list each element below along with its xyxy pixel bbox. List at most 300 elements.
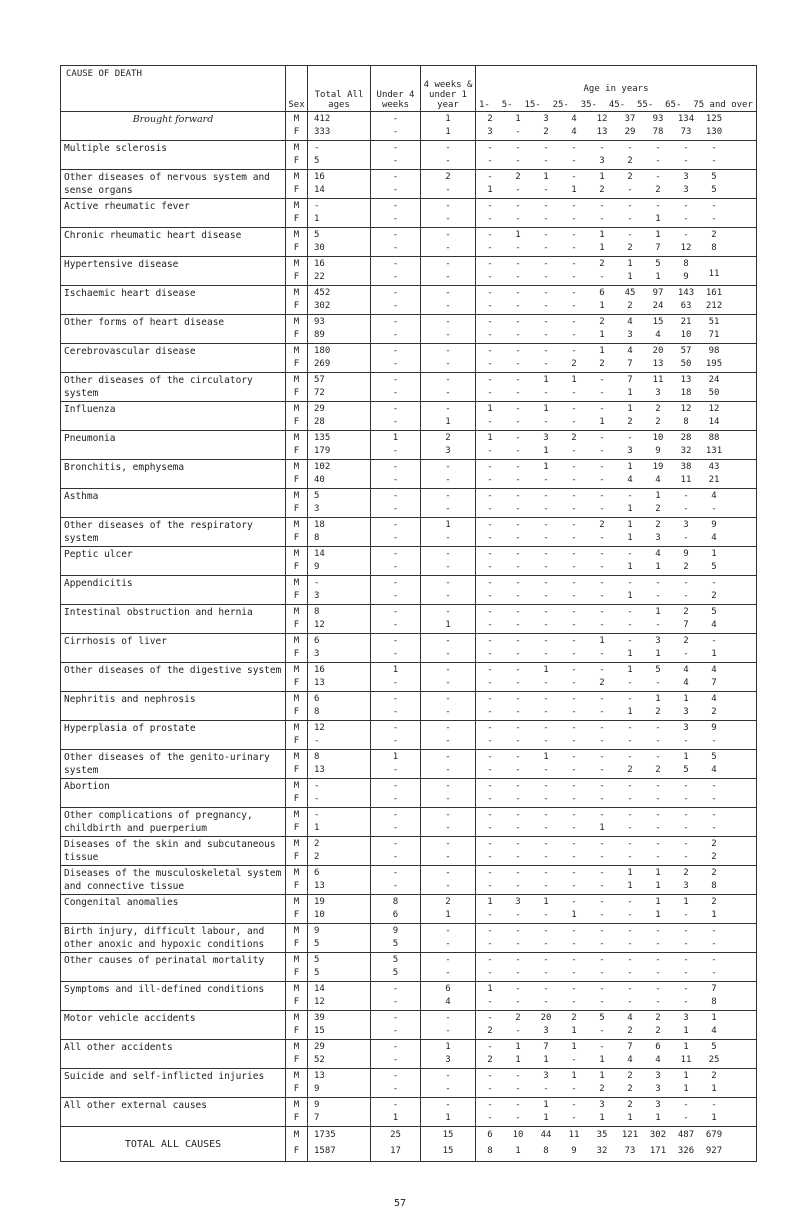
value-stack bbox=[308, 460, 370, 486]
age-value-stack bbox=[700, 692, 728, 718]
sex-stack bbox=[286, 1069, 307, 1095]
value-stack bbox=[308, 170, 370, 196]
male-value: 3 bbox=[683, 1012, 689, 1023]
female-value: - bbox=[599, 764, 605, 775]
age-value-stack bbox=[532, 460, 560, 486]
age-value-stack bbox=[476, 228, 504, 254]
value-stack bbox=[421, 808, 475, 834]
female-value: - bbox=[683, 735, 689, 746]
age-value-stack bbox=[532, 808, 560, 834]
female-value: - bbox=[515, 735, 521, 746]
male-value: - bbox=[543, 142, 549, 153]
age-value-stack bbox=[616, 953, 644, 979]
male-value: - bbox=[571, 606, 577, 617]
male-value: 21 bbox=[680, 316, 692, 327]
female-value: - bbox=[571, 561, 577, 572]
male-value: 1 bbox=[683, 1070, 689, 1081]
female-value: 2 bbox=[627, 1025, 633, 1036]
male-value: - bbox=[487, 838, 493, 849]
age-values-grid bbox=[476, 141, 756, 167]
female-value: 2 bbox=[599, 677, 605, 688]
male-value: - bbox=[711, 780, 717, 791]
table-row bbox=[61, 170, 757, 199]
age-value-stack bbox=[532, 982, 560, 1008]
age-values-grid bbox=[476, 112, 756, 138]
female-value: - bbox=[515, 996, 521, 1007]
female-value: 2 bbox=[683, 561, 689, 572]
male-value: 1 bbox=[392, 664, 399, 675]
age-value-stack bbox=[644, 460, 672, 486]
age-values-cell bbox=[476, 808, 757, 837]
table-row bbox=[61, 1011, 757, 1040]
value-cell bbox=[308, 518, 371, 547]
age-values-cell bbox=[476, 779, 757, 808]
female-value: 12 bbox=[680, 242, 692, 253]
age-value-stack bbox=[700, 1011, 728, 1037]
male-value: 1 bbox=[683, 751, 689, 762]
sex-stack bbox=[286, 402, 307, 428]
female-value: - bbox=[571, 213, 577, 224]
age-values-cell bbox=[476, 489, 757, 518]
male-value: 1 bbox=[445, 519, 451, 530]
male-value: - bbox=[487, 722, 493, 733]
male-value: - bbox=[487, 1012, 493, 1023]
value-cell bbox=[371, 1011, 421, 1040]
male-value: 1 bbox=[543, 1099, 549, 1110]
age-value-stack bbox=[588, 924, 616, 950]
male-value: 15 bbox=[442, 1130, 454, 1140]
male-value: 134 bbox=[677, 113, 695, 124]
value-stack bbox=[421, 112, 475, 138]
age-value-stack bbox=[588, 663, 616, 689]
female-value: - bbox=[711, 503, 717, 514]
sex-stack bbox=[286, 1098, 307, 1124]
male-value: - bbox=[392, 519, 399, 530]
female-value: 3 bbox=[445, 445, 451, 456]
male-value: - bbox=[515, 142, 521, 153]
male-value: 45 bbox=[624, 287, 636, 298]
female-value: - bbox=[392, 735, 399, 746]
male-value: - bbox=[655, 722, 661, 733]
male-value: 102 bbox=[314, 461, 331, 472]
age-value-stack bbox=[588, 373, 616, 399]
age-value-stack bbox=[588, 953, 616, 979]
value-cell bbox=[371, 286, 421, 315]
age-values-grid bbox=[476, 373, 756, 399]
age-value-stack bbox=[588, 779, 616, 805]
male-value: 135 bbox=[314, 432, 331, 443]
female-value: - bbox=[487, 764, 493, 775]
cause-label: Nephritis and nephrosis bbox=[61, 692, 286, 721]
male-value: 51 bbox=[708, 316, 720, 327]
value-stack bbox=[371, 692, 420, 718]
cause-label: Bronchitis, emphysema bbox=[61, 460, 286, 489]
male-value: 8 bbox=[392, 896, 399, 907]
value-cell bbox=[371, 576, 421, 605]
value-stack bbox=[421, 518, 475, 544]
age-value-stack bbox=[560, 634, 588, 660]
female-value: - bbox=[445, 532, 451, 543]
female-value: - bbox=[487, 1083, 493, 1094]
age-value-stack bbox=[504, 721, 532, 747]
male-value: 10 bbox=[652, 432, 664, 443]
female-value: - bbox=[487, 967, 493, 978]
age-value-stack bbox=[504, 141, 532, 167]
value-cell bbox=[421, 808, 476, 837]
age-values-grid bbox=[476, 779, 756, 805]
age-value-stack bbox=[672, 1127, 700, 1159]
age-values-grid bbox=[476, 460, 756, 486]
value-cell bbox=[371, 228, 421, 257]
sex-cell bbox=[286, 315, 308, 344]
female-value: - bbox=[571, 271, 577, 282]
cause-label: Brought forward bbox=[61, 112, 286, 141]
value-cell bbox=[421, 924, 476, 953]
age-value-stack bbox=[672, 779, 700, 805]
female-value: - bbox=[515, 967, 521, 978]
age-value-stack bbox=[504, 373, 532, 399]
age-value-stack bbox=[504, 576, 532, 602]
male-value: - bbox=[445, 548, 451, 559]
age-values-cell bbox=[476, 1098, 757, 1127]
sex-m: M bbox=[293, 432, 300, 443]
age-value-stack bbox=[700, 663, 728, 689]
age-value-stack bbox=[560, 286, 588, 312]
male-value: - bbox=[711, 809, 717, 820]
age-value-stack bbox=[672, 1098, 700, 1124]
male-value: - bbox=[515, 983, 521, 994]
age-value-stack bbox=[532, 286, 560, 312]
male-value: - bbox=[445, 577, 451, 588]
female-value: 5 bbox=[683, 764, 689, 775]
age-value-stack bbox=[616, 866, 644, 892]
female-value: 8 bbox=[683, 416, 689, 427]
value-stack bbox=[308, 605, 370, 631]
female-value: - bbox=[515, 155, 521, 166]
age-value-stack bbox=[560, 344, 588, 370]
male-value: 12 bbox=[314, 722, 325, 733]
male-value: 9 bbox=[314, 925, 320, 936]
age-values-cell bbox=[476, 141, 757, 170]
sex-m: M bbox=[293, 258, 300, 269]
age-value-stack bbox=[504, 1011, 532, 1037]
male-value: - bbox=[314, 142, 320, 153]
sex-cell bbox=[286, 808, 308, 837]
value-cell bbox=[421, 315, 476, 344]
value-cell bbox=[371, 808, 421, 837]
sex-f: F bbox=[293, 184, 300, 195]
age-value-stack bbox=[616, 1069, 644, 1095]
male-value: 1 bbox=[543, 403, 549, 414]
female-value: - bbox=[515, 561, 521, 572]
age-value-stack bbox=[560, 1069, 588, 1095]
age-column-labels bbox=[476, 100, 756, 110]
value-cell bbox=[371, 344, 421, 373]
sex-cell bbox=[286, 170, 308, 199]
sex-cell bbox=[286, 199, 308, 228]
female-value: - bbox=[683, 648, 689, 659]
value-stack bbox=[308, 779, 370, 805]
value-stack bbox=[421, 199, 475, 225]
age-value-stack bbox=[644, 953, 672, 979]
female-value: - bbox=[655, 677, 661, 688]
female-value: - bbox=[543, 967, 549, 978]
female-value: - bbox=[487, 474, 493, 485]
female-value: - bbox=[392, 532, 399, 543]
age-value-stack bbox=[700, 1127, 728, 1159]
value-cell bbox=[308, 605, 371, 634]
male-value: 3 bbox=[515, 896, 521, 907]
age-value-stack bbox=[560, 402, 588, 428]
male-value: - bbox=[314, 200, 320, 211]
age-value-stack bbox=[504, 228, 532, 254]
value-stack bbox=[421, 663, 475, 689]
age-value-stack bbox=[700, 808, 728, 834]
male-value: 4 bbox=[711, 693, 717, 704]
value-cell bbox=[308, 663, 371, 692]
value-cell bbox=[308, 257, 371, 286]
value-stack bbox=[308, 634, 370, 660]
sex-f: F bbox=[293, 793, 300, 804]
age-value-stack bbox=[476, 373, 504, 399]
male-value: 2 bbox=[683, 867, 689, 878]
female-value: - bbox=[392, 1083, 399, 1094]
female-value: - bbox=[683, 909, 689, 920]
cause-label: Other diseases of the respiratory system bbox=[61, 518, 286, 547]
sex-f: F bbox=[293, 851, 300, 862]
male-value: 5 bbox=[711, 171, 717, 182]
female-value: - bbox=[487, 619, 493, 630]
value-stack bbox=[308, 866, 370, 892]
male-value: - bbox=[487, 925, 493, 936]
sex-m: M bbox=[293, 693, 300, 704]
female-value: 5 bbox=[392, 967, 399, 978]
age-value-stack bbox=[504, 199, 532, 225]
value-stack bbox=[421, 460, 475, 486]
male-value: - bbox=[392, 1012, 399, 1023]
sex-stack bbox=[286, 141, 307, 167]
table-row bbox=[61, 1040, 757, 1069]
sex-f: F bbox=[293, 213, 300, 224]
male-value: - bbox=[627, 200, 633, 211]
value-stack bbox=[371, 663, 420, 689]
female-value: 1 bbox=[571, 1025, 577, 1036]
male-value: - bbox=[571, 548, 577, 559]
female-value: 1 bbox=[599, 242, 605, 253]
age-value-stack bbox=[504, 112, 532, 138]
male-value: 28 bbox=[680, 432, 692, 443]
male-value: - bbox=[683, 142, 689, 153]
cause-label: Other forms of heart disease bbox=[61, 315, 286, 344]
female-value: - bbox=[599, 793, 605, 804]
age-values-grid bbox=[476, 257, 756, 283]
female-value: - bbox=[392, 822, 399, 833]
female-value: - bbox=[392, 561, 399, 572]
male-value: 5 bbox=[711, 751, 717, 762]
sex-f: F bbox=[293, 1083, 300, 1094]
female-value: 1 bbox=[599, 300, 605, 311]
age-value-stack bbox=[616, 170, 644, 196]
value-cell bbox=[308, 286, 371, 315]
age-value-stack bbox=[560, 315, 588, 341]
female-value: 302 bbox=[314, 300, 331, 311]
value-stack bbox=[371, 489, 420, 515]
age-value-stack bbox=[700, 1040, 728, 1066]
male-value: 39 bbox=[314, 1012, 325, 1023]
age-value-stack bbox=[504, 779, 532, 805]
value-cell bbox=[308, 170, 371, 199]
female-value: - bbox=[445, 271, 451, 282]
female-value: - bbox=[487, 1112, 493, 1123]
sex-stack bbox=[286, 344, 307, 370]
female-value: 4 bbox=[627, 474, 633, 485]
age-value-stack bbox=[560, 1098, 588, 1124]
female-value: - bbox=[599, 445, 605, 456]
male-value: - bbox=[599, 142, 605, 153]
table-row bbox=[61, 750, 757, 779]
female-value: - bbox=[543, 1083, 549, 1094]
age-value-stack bbox=[672, 460, 700, 486]
male-value: - bbox=[627, 809, 633, 820]
age-value-stack bbox=[672, 199, 700, 225]
age-values-grid bbox=[476, 199, 756, 225]
value-stack bbox=[308, 1098, 370, 1124]
female-value: 7 bbox=[711, 677, 717, 688]
female-value: - bbox=[515, 503, 521, 514]
value-stack bbox=[308, 1127, 370, 1159]
value-cell bbox=[308, 1127, 371, 1162]
age-value-stack bbox=[504, 808, 532, 834]
age-value-stack bbox=[560, 1040, 588, 1066]
header-cause: CAUSE OF DEATH bbox=[61, 66, 286, 112]
female-value: - bbox=[683, 996, 689, 1007]
male-value: - bbox=[571, 1099, 577, 1110]
male-value: 1 bbox=[487, 403, 493, 414]
female-value: - bbox=[543, 677, 549, 688]
female-value: - bbox=[543, 735, 549, 746]
cause-label: Suicide and self-inflicted injuries bbox=[61, 1069, 286, 1098]
female-value: 1 bbox=[314, 213, 320, 224]
female-value: - bbox=[515, 793, 521, 804]
cause-label: Multiple sclerosis bbox=[61, 141, 286, 170]
female-value: - bbox=[599, 909, 605, 920]
female-value: - bbox=[571, 880, 577, 891]
female-value: - bbox=[711, 213, 717, 224]
male-value: 487 bbox=[677, 1130, 695, 1140]
male-value: 10 bbox=[512, 1130, 524, 1140]
sex-m: M bbox=[293, 838, 300, 849]
age-values-grid bbox=[476, 1098, 756, 1124]
sex-m: M bbox=[293, 142, 300, 153]
female-value: - bbox=[487, 213, 493, 224]
male-value: - bbox=[515, 258, 521, 269]
sex-f: F bbox=[293, 242, 300, 253]
female-value: 4 bbox=[627, 1054, 633, 1065]
age-value-stack bbox=[476, 112, 504, 138]
male-value: - bbox=[515, 809, 521, 820]
value-stack bbox=[308, 199, 370, 225]
age-value-stack bbox=[672, 431, 700, 457]
female-value: 2 bbox=[711, 590, 717, 601]
female-value: 2 bbox=[627, 300, 633, 311]
age-value-stack bbox=[532, 605, 560, 631]
male-value: 2 bbox=[571, 1012, 577, 1023]
age-value-stack bbox=[644, 605, 672, 631]
age-value-stack bbox=[588, 721, 616, 747]
male-value: 19 bbox=[652, 461, 664, 472]
age-value-stack bbox=[700, 373, 728, 399]
age-value-stack bbox=[672, 286, 700, 312]
value-stack bbox=[308, 344, 370, 370]
male-value: - bbox=[543, 722, 549, 733]
male-value: 2 bbox=[515, 1012, 521, 1023]
age-value-stack bbox=[532, 518, 560, 544]
female-value: 1 bbox=[655, 909, 661, 920]
female-value: 11 bbox=[708, 268, 720, 279]
male-value: 1 bbox=[543, 751, 549, 762]
male-value: 97 bbox=[652, 287, 664, 298]
age-value-stack bbox=[532, 431, 560, 457]
age-col-label: 45- bbox=[608, 100, 626, 110]
female-value: - bbox=[445, 967, 451, 978]
male-value: - bbox=[683, 1099, 689, 1110]
female-value: 5 bbox=[314, 155, 320, 166]
male-value: - bbox=[571, 316, 577, 327]
age-value-stack bbox=[616, 199, 644, 225]
age-value-stack bbox=[700, 315, 728, 341]
female-value: - bbox=[627, 213, 633, 224]
female-value: - bbox=[655, 996, 661, 1007]
value-stack bbox=[371, 1011, 420, 1037]
value-cell bbox=[371, 1069, 421, 1098]
male-value: - bbox=[487, 1099, 493, 1110]
female-value: - bbox=[683, 213, 689, 224]
sex-f: F bbox=[293, 1112, 300, 1123]
male-value: - bbox=[445, 287, 451, 298]
age-value-stack bbox=[588, 692, 616, 718]
male-value: 452 bbox=[314, 287, 331, 298]
age-values-cell bbox=[476, 460, 757, 489]
sex-m: M bbox=[293, 374, 300, 385]
age-value-stack bbox=[672, 141, 700, 167]
female-value: 4 bbox=[683, 677, 689, 688]
female-value: 2 bbox=[627, 242, 633, 253]
female-value: - bbox=[599, 1025, 605, 1036]
sex-stack bbox=[286, 489, 307, 515]
female-value: - bbox=[599, 387, 605, 398]
male-value: 1 bbox=[543, 461, 549, 472]
value-stack bbox=[308, 982, 370, 1008]
age-value-stack bbox=[672, 808, 700, 834]
male-value: - bbox=[599, 1041, 605, 1052]
male-value: 19 bbox=[314, 896, 325, 907]
female-value: - bbox=[599, 735, 605, 746]
female-value: - bbox=[392, 184, 399, 195]
table-row bbox=[61, 402, 757, 431]
value-stack bbox=[371, 228, 420, 254]
male-value: - bbox=[314, 577, 320, 588]
female-value: - bbox=[571, 1054, 577, 1065]
female-value: - bbox=[599, 880, 605, 891]
male-value: 2 bbox=[599, 258, 605, 269]
male-value: - bbox=[392, 780, 399, 791]
female-value: 8 bbox=[711, 880, 717, 891]
sex-f: F bbox=[293, 677, 300, 688]
female-value: 3 bbox=[314, 648, 320, 659]
age-values-cell bbox=[476, 228, 757, 257]
sex-cell bbox=[286, 721, 308, 750]
age-values-cell bbox=[476, 257, 757, 286]
